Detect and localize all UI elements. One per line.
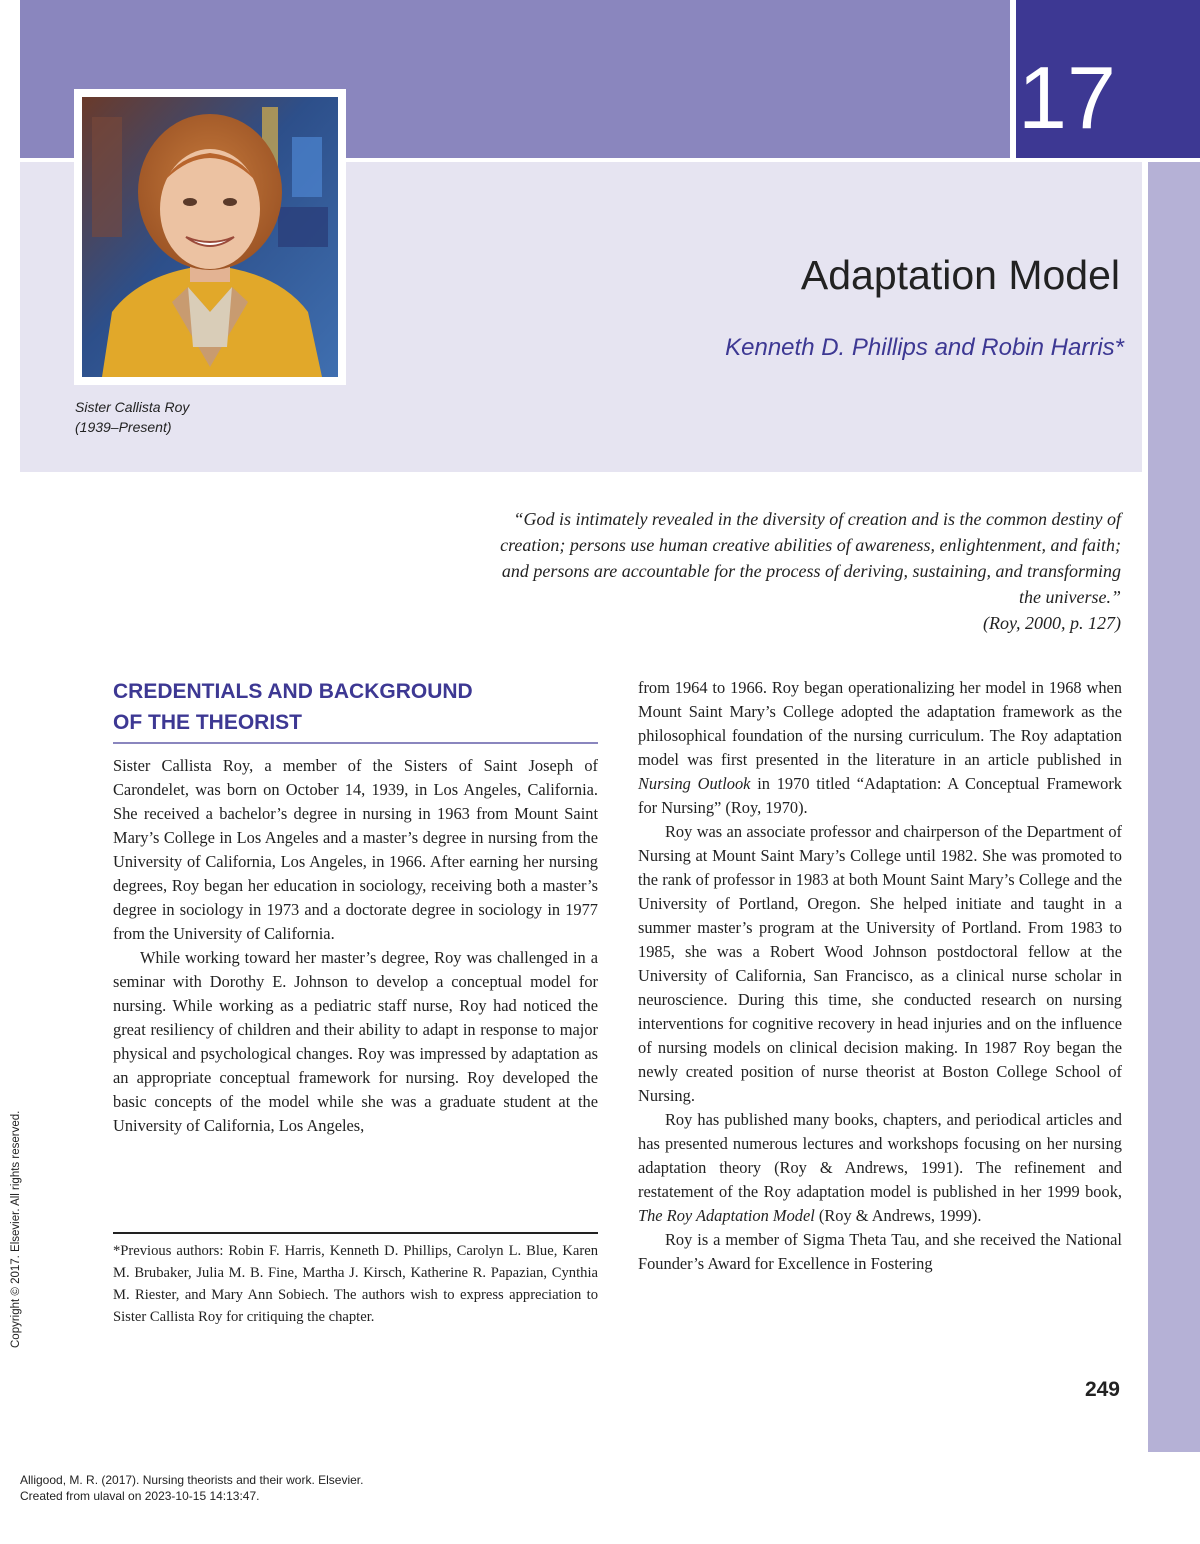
epigraph-line: and persons are accountable for the process of deriving, sustaining, and transforming	[501, 561, 1121, 581]
epigraph-line: the universe.”	[1019, 587, 1121, 607]
heading-rule	[113, 742, 598, 744]
section-heading-line: CREDENTIALS AND BACKGROUND	[113, 680, 473, 703]
epigraph-line: creation; persons use human creative abilities of awareness, enlightenment, and faith;	[500, 535, 1121, 555]
paragraph	[638, 676, 1122, 820]
book-title: The Roy Adaptation Model	[638, 1206, 815, 1225]
section-heading-line: OF THE THEORIST	[113, 711, 302, 734]
margin-copyright: Copyright © 2017. Elsevier. All rights reserved.	[10, 1110, 22, 1348]
paragraph: While working toward her master’s degree, Roy was challenged in a seminar with Dorothy E. Johnson to develop a conceptual model for nursing. While working as a pediatric staff nurse, Roy had noticed the great resiliency of children and their ability to adapt in response to major physical and psychological changes. Roy was impressed by adaptation as an appropriate conceptual framework for nursing. Roy developed the basic concepts of the model while she was a graduate student at the University of California, Los Angeles,	[113, 948, 598, 1135]
section-heading	[113, 676, 598, 738]
right-column	[638, 676, 1122, 1276]
paragraph-text: Roy has published many books, chapters, and periodical articles and has presented numerous lectures and workshops focusing on her nursing adaptation theory (Roy & Andrews, 1991). The refinement and restatement of the Roy adaptation model is published in her 1999 book,	[638, 1110, 1122, 1201]
paragraph: Roy was an associate professor and chairperson of the Department of Nursing at Mount Saint Mary’s College until 1982. She was promoted to the rank of professor in 1983 at both Mount Saint Mary’s College and the University of Portland, Oregon. She helped initiate and taught in a summer master’s program at the University of Portland. From 1983 to 1985, she was a Robert Wood Johnson postdoctoral fellow at the University of California, San Francisco, as a clinical nurse scholar in neuroscience. During this time, she conducted research on nursing interventions for cognitive recovery in head injuries and on the influence of nursing models on clinical decision making. In 1987 Roy began the newly created position of nurse theorist at Boston College School of Nursing.	[638, 822, 1122, 1105]
epigraph-line: “God is intimately revealed in the diversity of creation and is the common destiny of	[513, 509, 1121, 529]
left-column	[113, 676, 598, 1138]
citation-line: Created from ulaval on 2023-10-15 14:13:47.	[20, 1489, 260, 1503]
theorist-photo-frame	[74, 89, 346, 385]
chapter-title: Adaptation Model	[800, 252, 1120, 298]
paragraph-text: (Roy & Andrews, 1999).	[814, 1206, 982, 1225]
footnote: *Previous authors: Robin F. Harris, Kenneth D. Phillips, Carolyn L. Blue, Karen M. Brubaker, Julia M. B. Fine, Martha J. Kirsch, Katherine R. Papazian, Cynthia M. Riester, and Mary Ann Sobiech. The authors wish to express appreciation to Sister Callista Roy for critiquing the chapter.	[113, 1243, 598, 1325]
photo-caption	[75, 397, 189, 437]
chapter-authors: Kenneth D. Phillips and Robin Harris*	[725, 334, 1124, 361]
epigraph-citation: (Roy, 2000, p. 127)	[983, 613, 1121, 633]
paragraph: Sister Callista Roy, a member of the Sisters of Saint Joseph of Carondelet, was born on October 14, 1939, in Los Angeles, California. She received a bachelor’s degree in nursing in 1963 from Mount Saint Mary’s College in Los Angeles and a master’s degree in nursing from the University of California, Los Angeles, in 1966. After earning her nursing degrees, Roy began her education in sociology, receiving both a master’s degree in sociology in 1973 and a doctorate degree in sociology in 1977 from the University of California.	[113, 756, 598, 943]
journal-title: Nursing Outlook	[638, 774, 751, 793]
portrait-illustration	[82, 97, 338, 377]
caption-years: (1939–Present)	[75, 419, 172, 435]
page-number: 249	[1084, 1378, 1120, 1401]
side-strip	[1148, 162, 1200, 1452]
citation-footer	[20, 1472, 363, 1504]
paragraph	[638, 1108, 1122, 1228]
epigraph	[395, 506, 1121, 636]
paragraph: Roy is a member of Sigma Theta Tau, and she received the National Founder’s Award for Excellence in Fostering	[638, 1230, 1122, 1273]
theorist-photo	[82, 97, 338, 377]
paragraph-text: from 1964 to 1966. Roy began operationalizing her model in 1968 when Mount Saint Mary’s College adopted the adaptation framework as the philosophical foundation of the nursing curriculum. The Roy adaptation model was first presented in the literature in an article published in	[638, 678, 1122, 769]
caption-name: Sister Callista Roy	[75, 399, 190, 415]
paragraph-text: in 1970 titled “Adaptation: A Conceptual Framework for Nursing” (Roy, 1970).	[638, 774, 1122, 817]
footnote-rule	[113, 1232, 598, 1234]
citation-line: Alligood, M. R. (2017). Nursing theorists and their work. Elsevier.	[20, 1473, 364, 1487]
chapter-number: 17	[1018, 48, 1116, 147]
